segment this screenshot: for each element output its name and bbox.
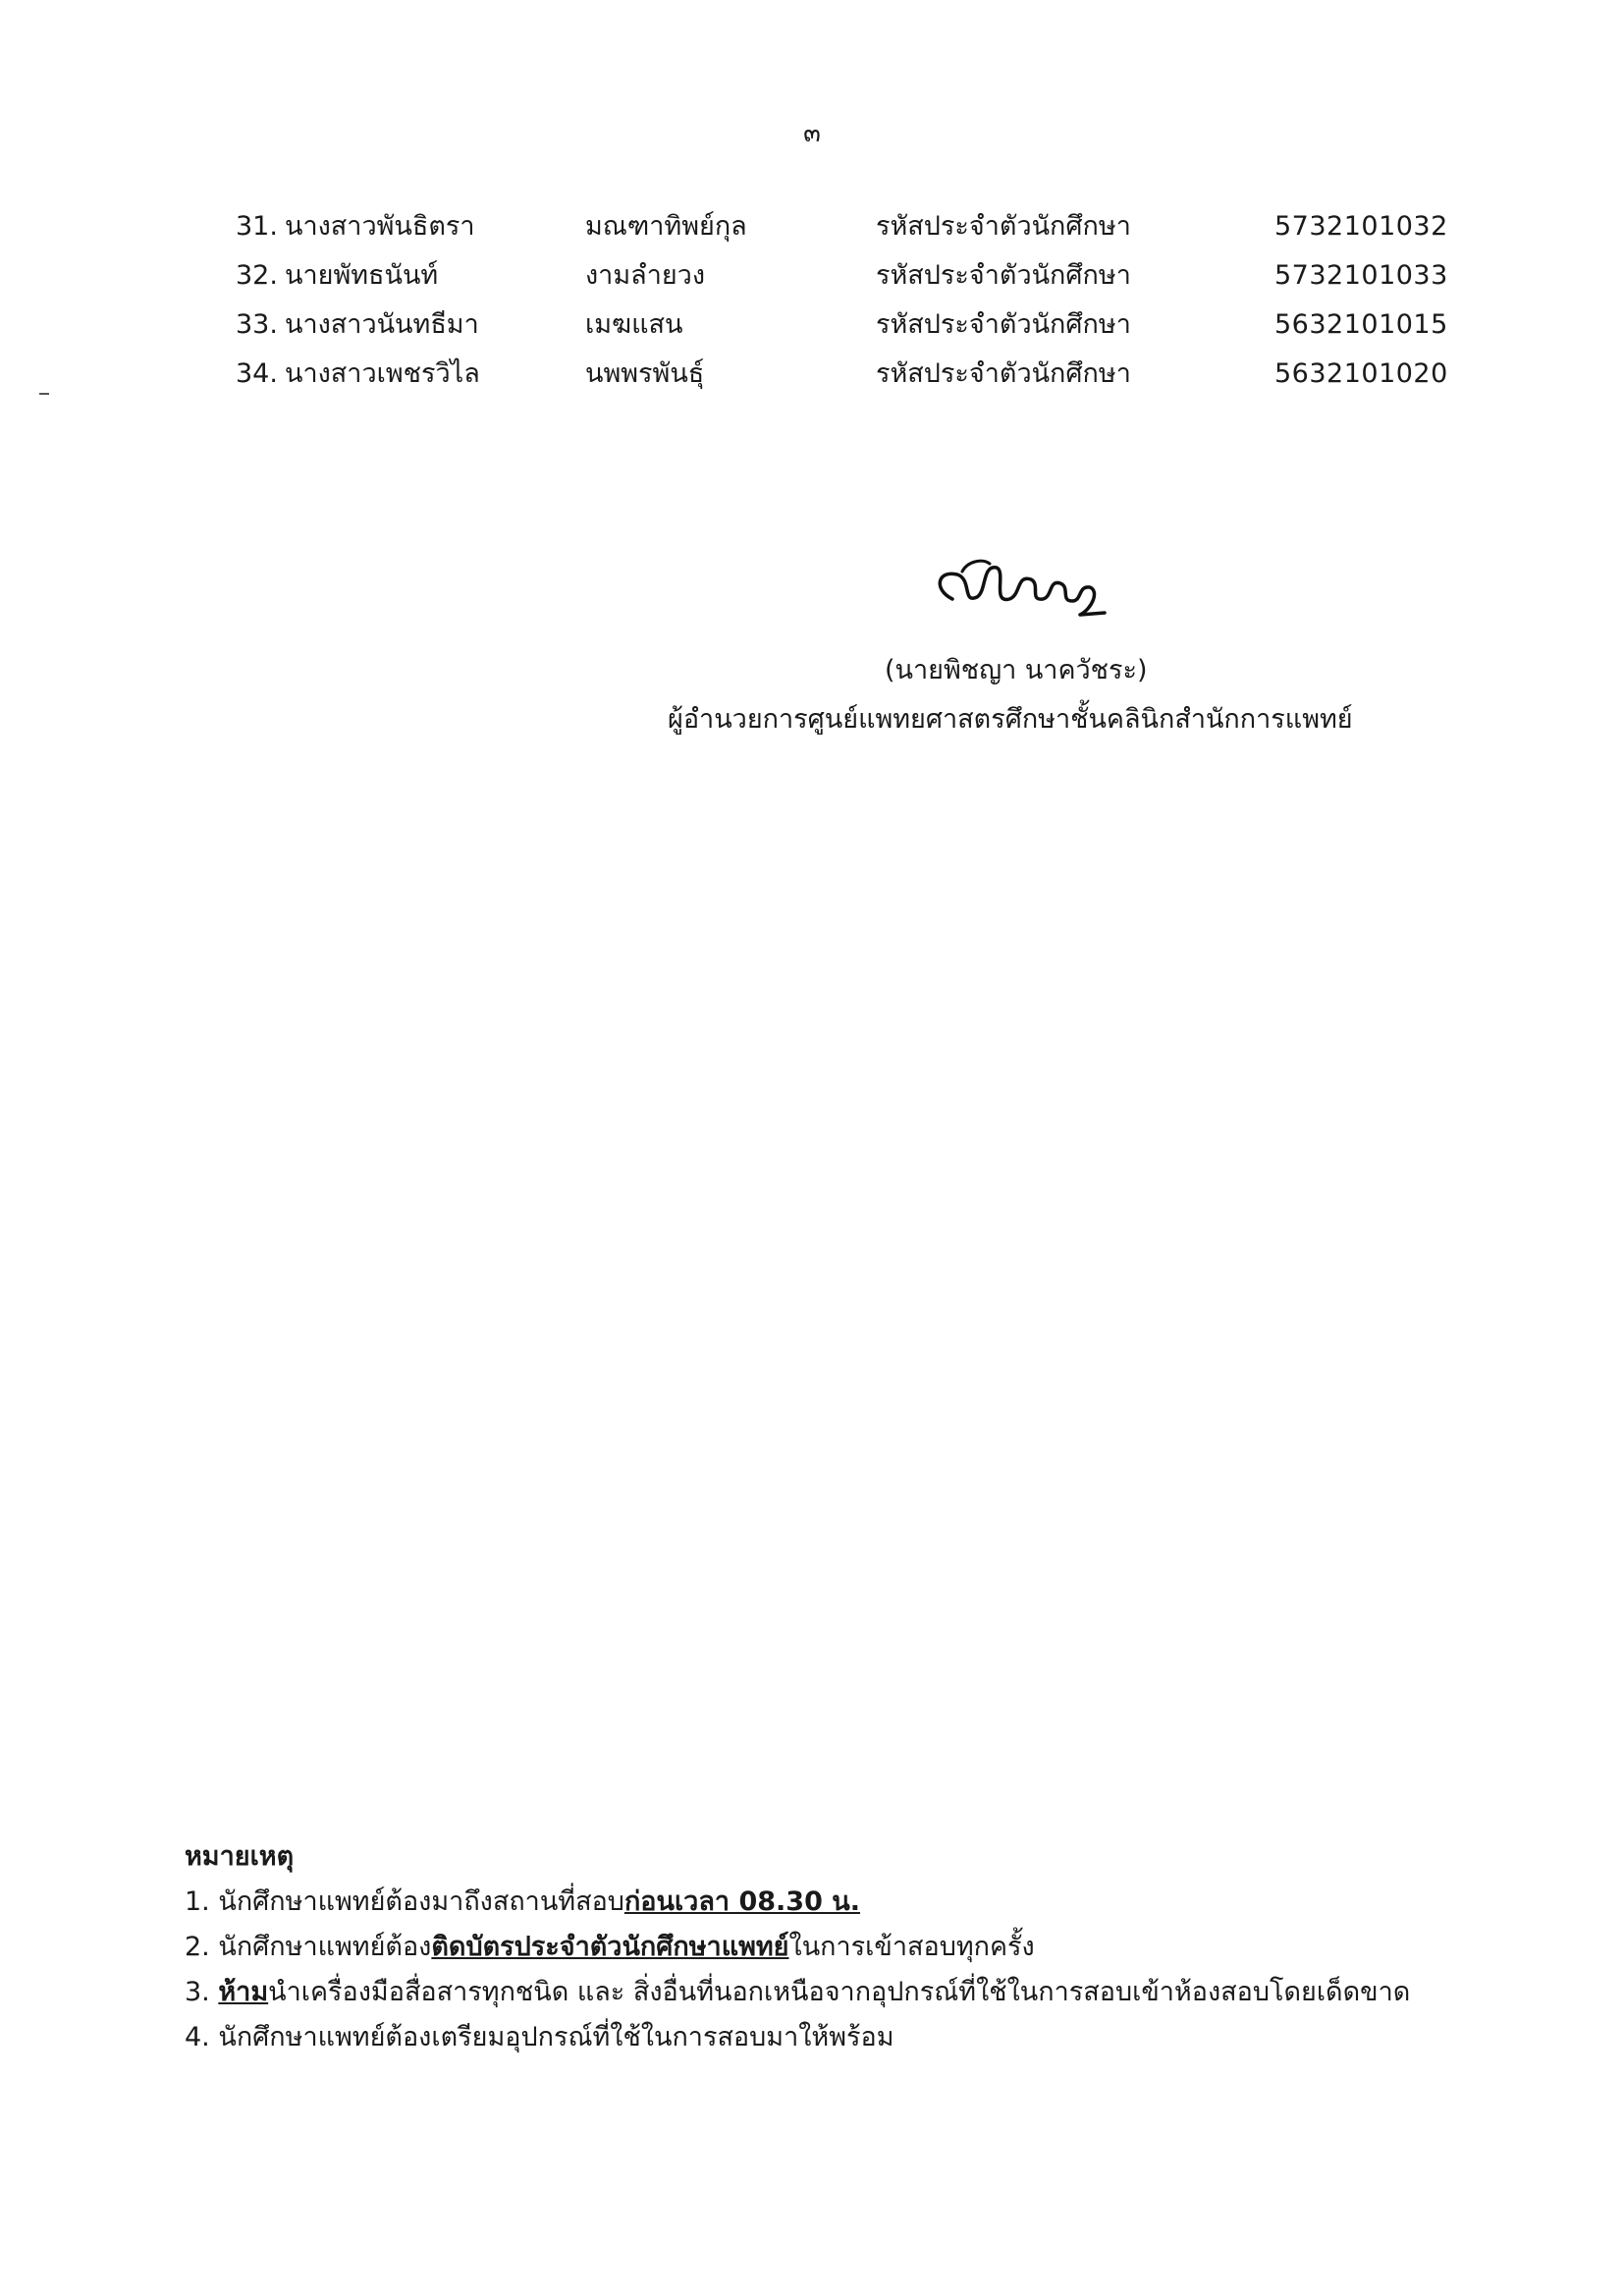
student-list xyxy=(0,202,1624,399)
student-first-name: นางสาวพันธิตรา xyxy=(285,211,475,242)
note-emphasis: ห้าม xyxy=(218,1977,269,2007)
note-emphasis: ก่อนเวลา 08.30 น. xyxy=(623,1886,860,1917)
student-row xyxy=(0,251,1624,301)
student-number: 32. xyxy=(236,260,278,291)
handwritten-signature xyxy=(923,550,1119,629)
note-text: นำเครื่องมือสื่อสารทุกชนิด และ สิ่งอื่นที่นอกเหนือจากอุปกรณ์ที่ใช้ในการสอบเข้าห้องสอบโดยเด็ดขาด xyxy=(268,1977,1411,2007)
student-id-label: รหัสประจำตัวนักศึกษา xyxy=(876,211,1131,242)
notes-section xyxy=(185,1834,1481,2060)
student-last-name: นพพรพันธุ์ xyxy=(585,358,705,389)
student-last-name: งามลำยวง xyxy=(585,260,706,291)
student-id: 5632101020 xyxy=(1274,358,1448,389)
student-id-label: รหัสประจำตัวนักศึกษา xyxy=(876,260,1131,291)
note-number: 2. xyxy=(185,1932,210,1962)
student-first-name: นางสาวนันทธีมา xyxy=(285,309,479,340)
student-row xyxy=(0,202,1624,251)
note-number: 3. xyxy=(185,1977,210,2007)
note-item xyxy=(185,2015,1481,2060)
note-number: 4. xyxy=(185,2022,210,2052)
note-item xyxy=(185,1880,1481,1925)
signer-title: ผู้อำนวยการศูนย์แพทยศาสตรศึกษาชั้นคลินิกสำนักการแพทย์ xyxy=(668,704,1353,735)
note-item xyxy=(185,1970,1481,2015)
student-id-label: รหัสประจำตัวนักศึกษา xyxy=(876,309,1131,340)
student-last-name: มณฑาทิพย์กุล xyxy=(585,211,747,242)
notes-title: หมายเหตุ xyxy=(185,1841,295,1872)
note-emphasis: ติดบัตรประจำตัวนักศึกษาแพทย์ xyxy=(431,1932,789,1962)
student-first-name: นางสาวเพชรวิไล xyxy=(285,358,480,389)
note-number: 1. xyxy=(185,1886,210,1917)
note-text: นักศึกษาแพทย์ต้อง xyxy=(218,1932,432,1962)
student-id: 5732101033 xyxy=(1274,260,1448,291)
note-text: นักศึกษาแพทย์ต้องเตรียมอุปกรณ์ที่ใช้ในการสอบมาให้พร้อม xyxy=(218,2022,894,2052)
student-row xyxy=(0,301,1624,350)
student-row xyxy=(0,350,1624,399)
student-first-name: นายพัทธนันท์ xyxy=(285,260,439,291)
signer-name: (นายพิชญา นาควัชระ) xyxy=(885,655,1148,685)
note-text: ในการเข้าสอบทุกครั้ง xyxy=(788,1932,1035,1962)
student-last-name: เมฆแสน xyxy=(585,309,683,340)
note-text: นักศึกษาแพทย์ต้องมาถึงสถานที่สอบ xyxy=(218,1886,624,1917)
student-number: 34. xyxy=(236,358,278,389)
student-id-label: รหัสประจำตัวนักศึกษา xyxy=(876,358,1131,389)
student-id: 5632101015 xyxy=(1274,309,1448,340)
note-item xyxy=(185,1925,1481,1970)
page-number: ๓ xyxy=(803,119,821,148)
student-id: 5732101032 xyxy=(1274,211,1448,242)
student-number: 33. xyxy=(236,309,278,340)
student-number: 31. xyxy=(236,211,278,242)
